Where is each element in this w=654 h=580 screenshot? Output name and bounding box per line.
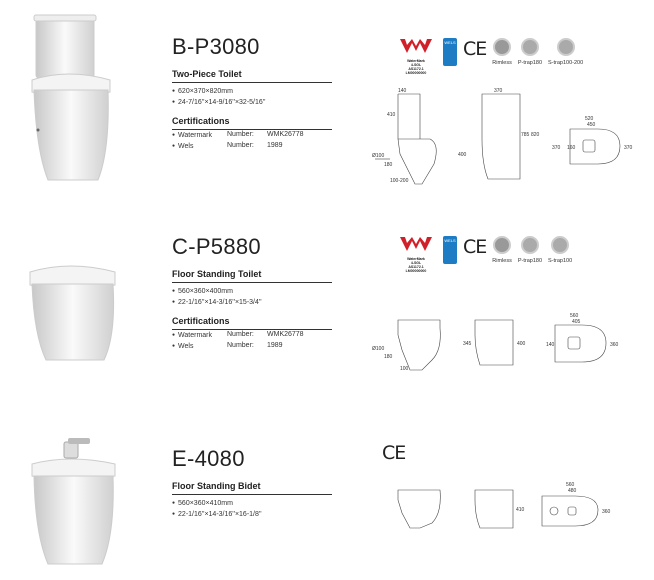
technical-drawing bbox=[370, 84, 640, 194]
spec-mm: ● 560×360×410mm bbox=[172, 498, 332, 509]
ce-mark: CE bbox=[382, 442, 406, 464]
svg-text:820: 820 bbox=[531, 132, 540, 138]
svg-text:410: 410 bbox=[516, 507, 525, 513]
cert-row-watermark: ● Watermark Number: WMK26778 bbox=[172, 130, 332, 141]
wels-logo: WELS bbox=[443, 236, 457, 264]
svg-text:405: 405 bbox=[572, 319, 581, 325]
svg-text:Ø100: Ø100 bbox=[372, 153, 385, 159]
certifications-heading: Certifications bbox=[172, 116, 332, 130]
svg-text:180: 180 bbox=[384, 354, 393, 360]
svg-text:370: 370 bbox=[624, 145, 633, 151]
floor-standing-bidet-photo bbox=[20, 424, 130, 574]
p-trap-icon: P-trap180 bbox=[518, 38, 542, 66]
product-type: Floor Standing Toilet bbox=[172, 269, 332, 283]
svg-text:400: 400 bbox=[458, 152, 467, 158]
technical-drawing bbox=[370, 310, 640, 390]
two-piece-toilet-photo bbox=[18, 10, 128, 190]
svg-text:370: 370 bbox=[494, 88, 503, 94]
svg-text:785: 785 bbox=[521, 132, 530, 138]
svg-text:Ø100: Ø100 bbox=[372, 346, 385, 352]
s-trap-icon: S-trap100-200 bbox=[548, 38, 583, 66]
technical-drawing bbox=[370, 478, 640, 558]
product-b-p3080 bbox=[0, 0, 654, 195]
ce-mark: CE bbox=[463, 38, 487, 60]
spec-inch: ● 22-1/16''×14-3/16''×16-1/8'' bbox=[172, 509, 332, 520]
model-number: C-P5880 bbox=[172, 234, 261, 259]
cert-row-watermark: ● Watermark Number: WMK26778 bbox=[172, 330, 332, 341]
svg-text:100-200: 100-200 bbox=[390, 178, 409, 184]
p-trap-icon: P-trap180 bbox=[518, 236, 542, 264]
svg-text:360: 360 bbox=[610, 342, 619, 348]
svg-text:370: 370 bbox=[552, 145, 561, 151]
wels-logo: WELS bbox=[443, 38, 457, 66]
svg-text:560: 560 bbox=[566, 482, 575, 488]
svg-text:140: 140 bbox=[398, 88, 407, 94]
svg-text:480: 480 bbox=[568, 488, 577, 494]
watermark-logo: WaterMark 4-SGL AS1172.1 LM00000000 bbox=[395, 38, 437, 75]
svg-text:450: 450 bbox=[587, 122, 596, 128]
svg-text:410: 410 bbox=[387, 112, 396, 118]
product-c-p5880 bbox=[0, 200, 654, 390]
spec-inch: ● 24-7/16''×14-9/16''×32-5/16'' bbox=[172, 97, 332, 108]
rimless-icon: Rimless bbox=[492, 38, 512, 66]
certifications-heading: Certifications bbox=[172, 316, 332, 330]
ce-mark: CE bbox=[463, 236, 487, 258]
rimless-icon: Rimless bbox=[492, 236, 512, 264]
svg-text:100: 100 bbox=[400, 366, 409, 372]
svg-text:140: 140 bbox=[546, 342, 555, 348]
floor-standing-toilet-photo bbox=[20, 230, 130, 370]
svg-text:345: 345 bbox=[463, 341, 472, 347]
watermark-logo: WaterMark 4-SGL AS1172.1 LM00000000 bbox=[395, 236, 437, 273]
cert-row-wels: ● Wels Number: 1989 bbox=[172, 141, 332, 152]
spec-mm: ● 560×360×400mm bbox=[172, 286, 332, 297]
certification-icons bbox=[382, 442, 405, 464]
svg-text:400: 400 bbox=[517, 341, 526, 347]
certification-icons bbox=[395, 38, 583, 75]
spec-inch: ● 22-1/16''×14-3/16''×15-3/4'' bbox=[172, 297, 332, 308]
certification-icons bbox=[395, 236, 572, 273]
product-e-4080 bbox=[0, 420, 654, 580]
cert-row-wels: ● Wels Number: 1989 bbox=[172, 341, 332, 352]
svg-text:560: 560 bbox=[570, 313, 579, 319]
model-number: E-4080 bbox=[172, 446, 245, 471]
svg-text:520: 520 bbox=[585, 116, 594, 122]
model-number: B-P3080 bbox=[172, 34, 260, 59]
product-type: Two-Piece Toilet bbox=[172, 69, 332, 83]
s-trap-icon: S-trap100 bbox=[548, 236, 572, 264]
svg-text:360: 360 bbox=[602, 509, 611, 515]
svg-text:180: 180 bbox=[384, 162, 393, 168]
svg-text:160: 160 bbox=[567, 145, 576, 151]
product-type: Floor Standing Bidet bbox=[172, 481, 332, 495]
spec-mm: ● 620×370×820mm bbox=[172, 86, 332, 97]
